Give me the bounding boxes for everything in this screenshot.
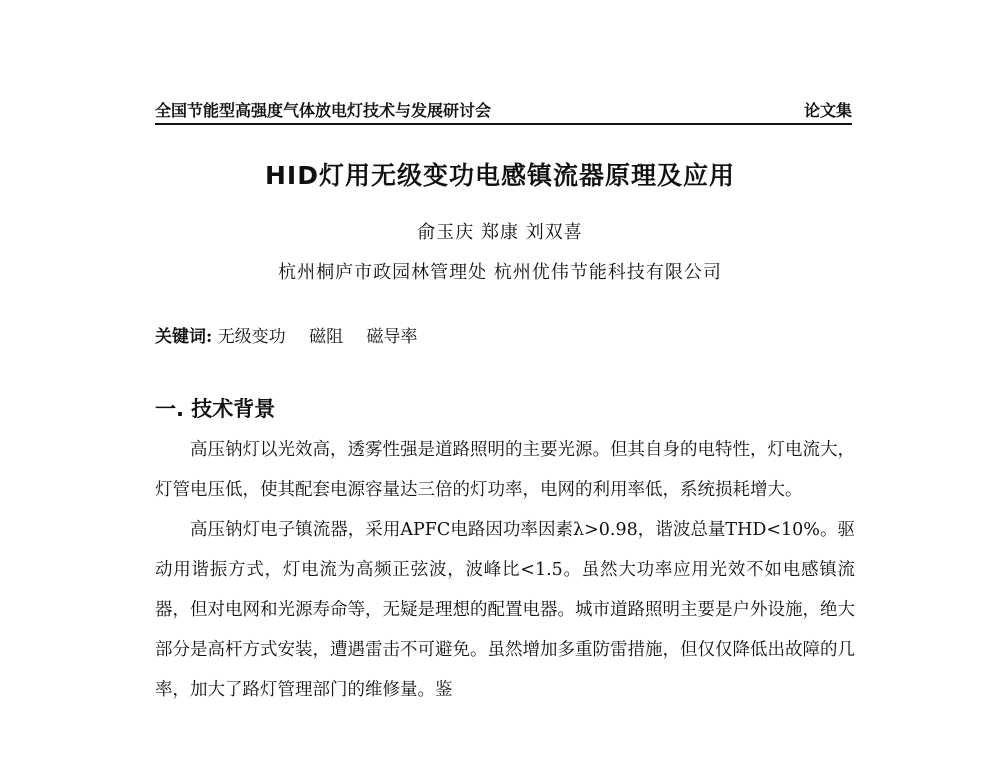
section-body — [155, 430, 855, 710]
keywords-label: 关键词: — [155, 327, 213, 347]
header-rule — [155, 123, 852, 125]
proceedings-label: 论文集 — [803, 101, 852, 120]
body-paragraph: 高压钠灯以光效高，透雾性强是道路照明的主要光源。但其自身的电特性，灯电流大，灯管电压低，使其配套电源容量达三倍的灯功率，电网的利用率低，系统损耗增大。 — [155, 440, 855, 500]
body-paragraph: 高压钠灯电子镇流器，采用APFC电路因功率因素λ>0.98，谐波总量THD<10%。驱动用谐振方式，灯电流为高频正弦波，波峰比<1.5。虽然大功率应用光效不如电感镇流器，但对电网和光源寿命等，无疑是理想的配置电器。城市道路照明主要是户外设施，绝大部分是高杆方式安装，遭遇雷击不可避免。虽然增加多重防雷措施，但仅仅降低出故障的几率，加大了路灯管理部门的维修量。鉴 — [155, 520, 855, 700]
keyword-item: 无级变功 — [217, 327, 286, 347]
keyword-item: 磁阻 — [309, 327, 344, 347]
paper-affiliation: 杭州桐庐市政园林管理处 杭州优伟节能科技有限公司 — [278, 262, 722, 283]
running-header — [155, 92, 852, 126]
keyword-item: 磁导率 — [366, 327, 418, 347]
paper-authors: 俞玉庆 郑康 刘双喜 — [417, 222, 583, 243]
paper-title: HID灯用无级变功电感镇流器原理及应用 — [265, 161, 735, 190]
section-heading: 一. 技术背景 — [155, 397, 276, 421]
conference-name: 全国节能型高强度气体放电灯技术与发展研讨会 — [155, 101, 492, 120]
keywords-line — [155, 322, 436, 347]
